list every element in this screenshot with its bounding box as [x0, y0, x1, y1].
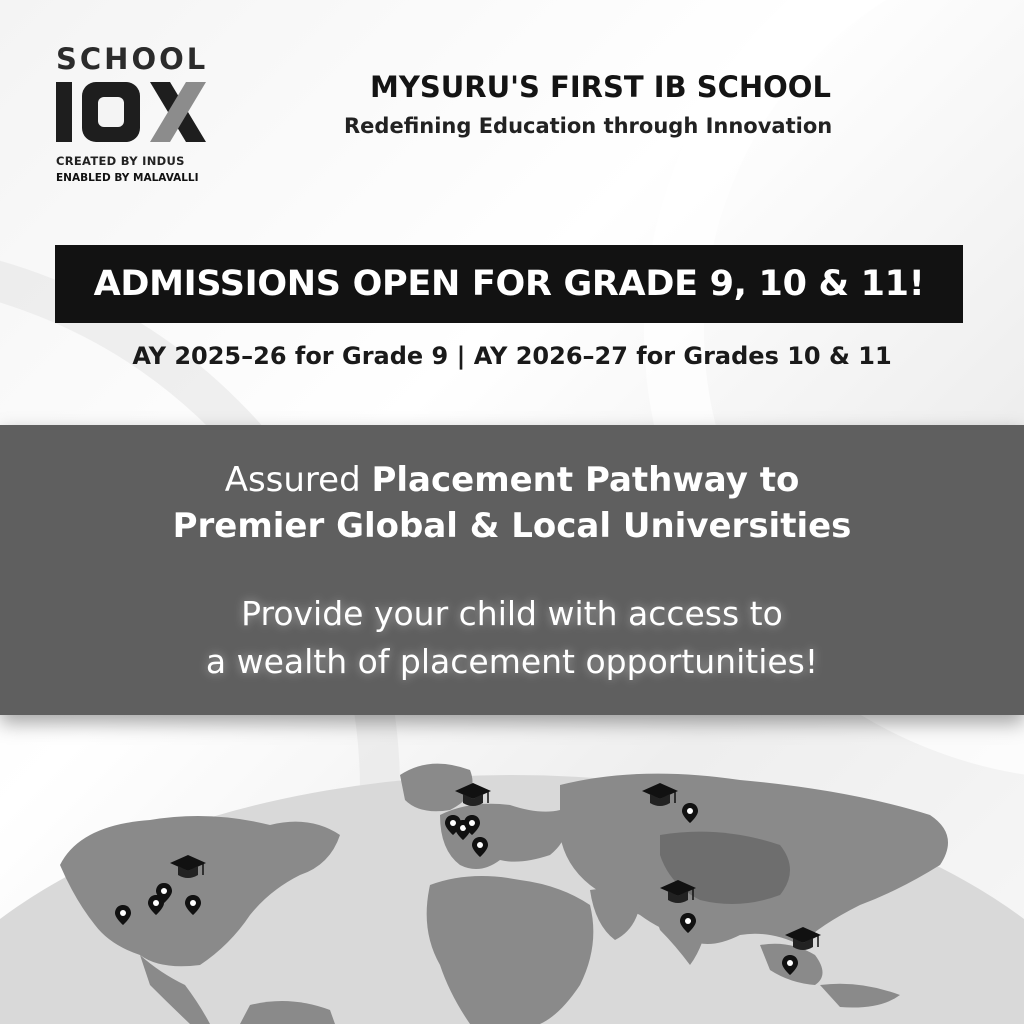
logo-10x-mark [56, 78, 216, 148]
panel-headline [0, 457, 1024, 549]
header-title: MYSURU'S FIRST IB SCHOOL [370, 70, 831, 104]
logo-10x-icon [56, 78, 212, 148]
world-map-graphic [0, 715, 1024, 1024]
header-subtitle: Redefining Education through Innovation [344, 114, 833, 138]
academic-years-text: AY 2025–26 for Grade 9 | AY 2026–27 for Grades 10 & 11 [132, 342, 892, 370]
sub-line-2: a wealth of placement opportunities! [205, 642, 819, 681]
logo-created-by: CREATED BY INDUS [56, 154, 185, 168]
headline-prefix: Assured [224, 460, 361, 500]
sub-line-1: Provide your child with access to [241, 594, 783, 633]
logo-school-text: SCHOOL [56, 42, 209, 76]
placement-panel [0, 425, 1024, 715]
admissions-banner-text: ADMISSIONS OPEN FOR GRADE 9, 10 & 11! [93, 264, 925, 304]
headline-bold-2: Premier Global & Local Universities [172, 506, 852, 546]
logo-enabled-by: ENABLED BY MALAVALLI [56, 172, 199, 184]
admissions-banner [55, 245, 963, 323]
headline-bold-1: Placement Pathway to [371, 460, 800, 500]
school-logo [56, 44, 216, 184]
world-map [0, 715, 1024, 1024]
panel-subtext [0, 590, 1024, 686]
